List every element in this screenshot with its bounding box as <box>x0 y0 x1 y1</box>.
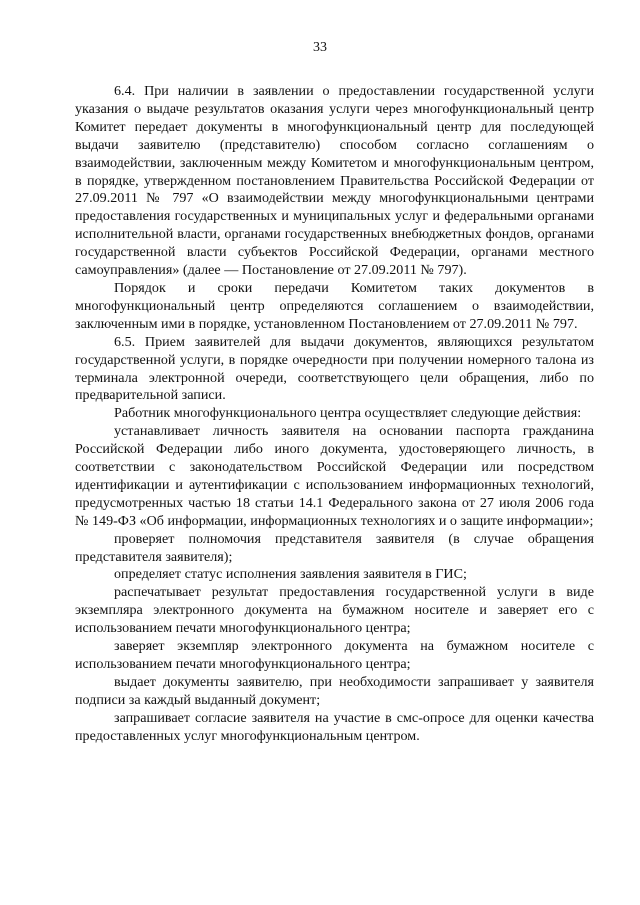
paragraph-status-check: определяет статус исполнения заявления заявителя в ГИС; <box>114 566 467 583</box>
paragraph-certify-copy: заверяет экземпляр электронного документа на бумажном носителе с использованием печати многофункционального центра; <box>75 638 594 672</box>
paragraph-6-5: 6.5. Прием заявителей для выдачи документов, являющихся результатом государственной услуги, в порядке очередности при получении номерного талона из терминала электронной очереди, соответствующего цели обращения, либо по предварительной записи. <box>75 333 594 404</box>
paragraph-6-4: 6.4. При наличии в заявлении о предоставлении государственной услуги указания о выдаче результатов оказания услуги через многофункциональный центр Комитет передает документы в многофункциональный центр для последующей выдачи заявителю (представителю) способом согласно соглашениям о взаимодействии, заключенным между Комитетом и многофункциональным центром, в порядке, утвержденном постановлением Правительства Российской Федерации от 27.09.2011 № 797 «О взаимодействии между многофункциональными центрами предоставления государственных и муниципальных услуг и федеральными органами исполнительной власти, органами государственных внебюджетных фондов, органами государственной власти субъектов Российской Федерации, органами местного самоуправления» (далее — Постановление от 27.09.2011 № 797). <box>75 83 594 279</box>
paragraph-sms-survey: запрашивает согласие заявителя на участие в смс-опросе для оценки качества предоставленных услуг многофункциональным центром. <box>75 709 594 744</box>
paragraph-authority-check: проверяет полномочия представителя заявителя (в случае обращения представителя заявителя); <box>75 530 594 565</box>
document-body <box>75 83 594 746</box>
paragraph-issue-documents: выдает документы заявителю, при необходимости запрашивает у заявителя подписи за каждый выданный документ; <box>75 673 594 708</box>
paragraph-identity-check: устанавливает личность заявителя на основании паспорта гражданина Российской Федерации либо иного документа, удостоверяющего личность, в соответствии с законодательством Российской Федерации или посредством идентификации и аутентификации с использованием информационных технологий, предусмотренных частью 18 статьи 14.1 Федерального закона от 27 июля 2006 года № 149-ФЗ «Об информации, информационных технологиях и о защите информации»; <box>75 423 594 529</box>
paragraph-transfer-procedure: Порядок и сроки передачи Комитетом таких документов в многофункциональный центр определяются соглашением о взаимодействии, заключенным ими в порядке, установленном Постановлением от 27.09.2011 № 797. <box>75 279 594 332</box>
paragraph-print-result: распечатывает результат предоставления государственной услуги в виде экземпляра электронного документа на бумажном носителе и заверяет его с использованием печати многофункционального центра; <box>75 584 594 637</box>
paragraph-actions-intro: Работник многофункционального центра осуществляет следующие действия: <box>114 405 582 422</box>
page-number: 33 <box>313 40 327 55</box>
